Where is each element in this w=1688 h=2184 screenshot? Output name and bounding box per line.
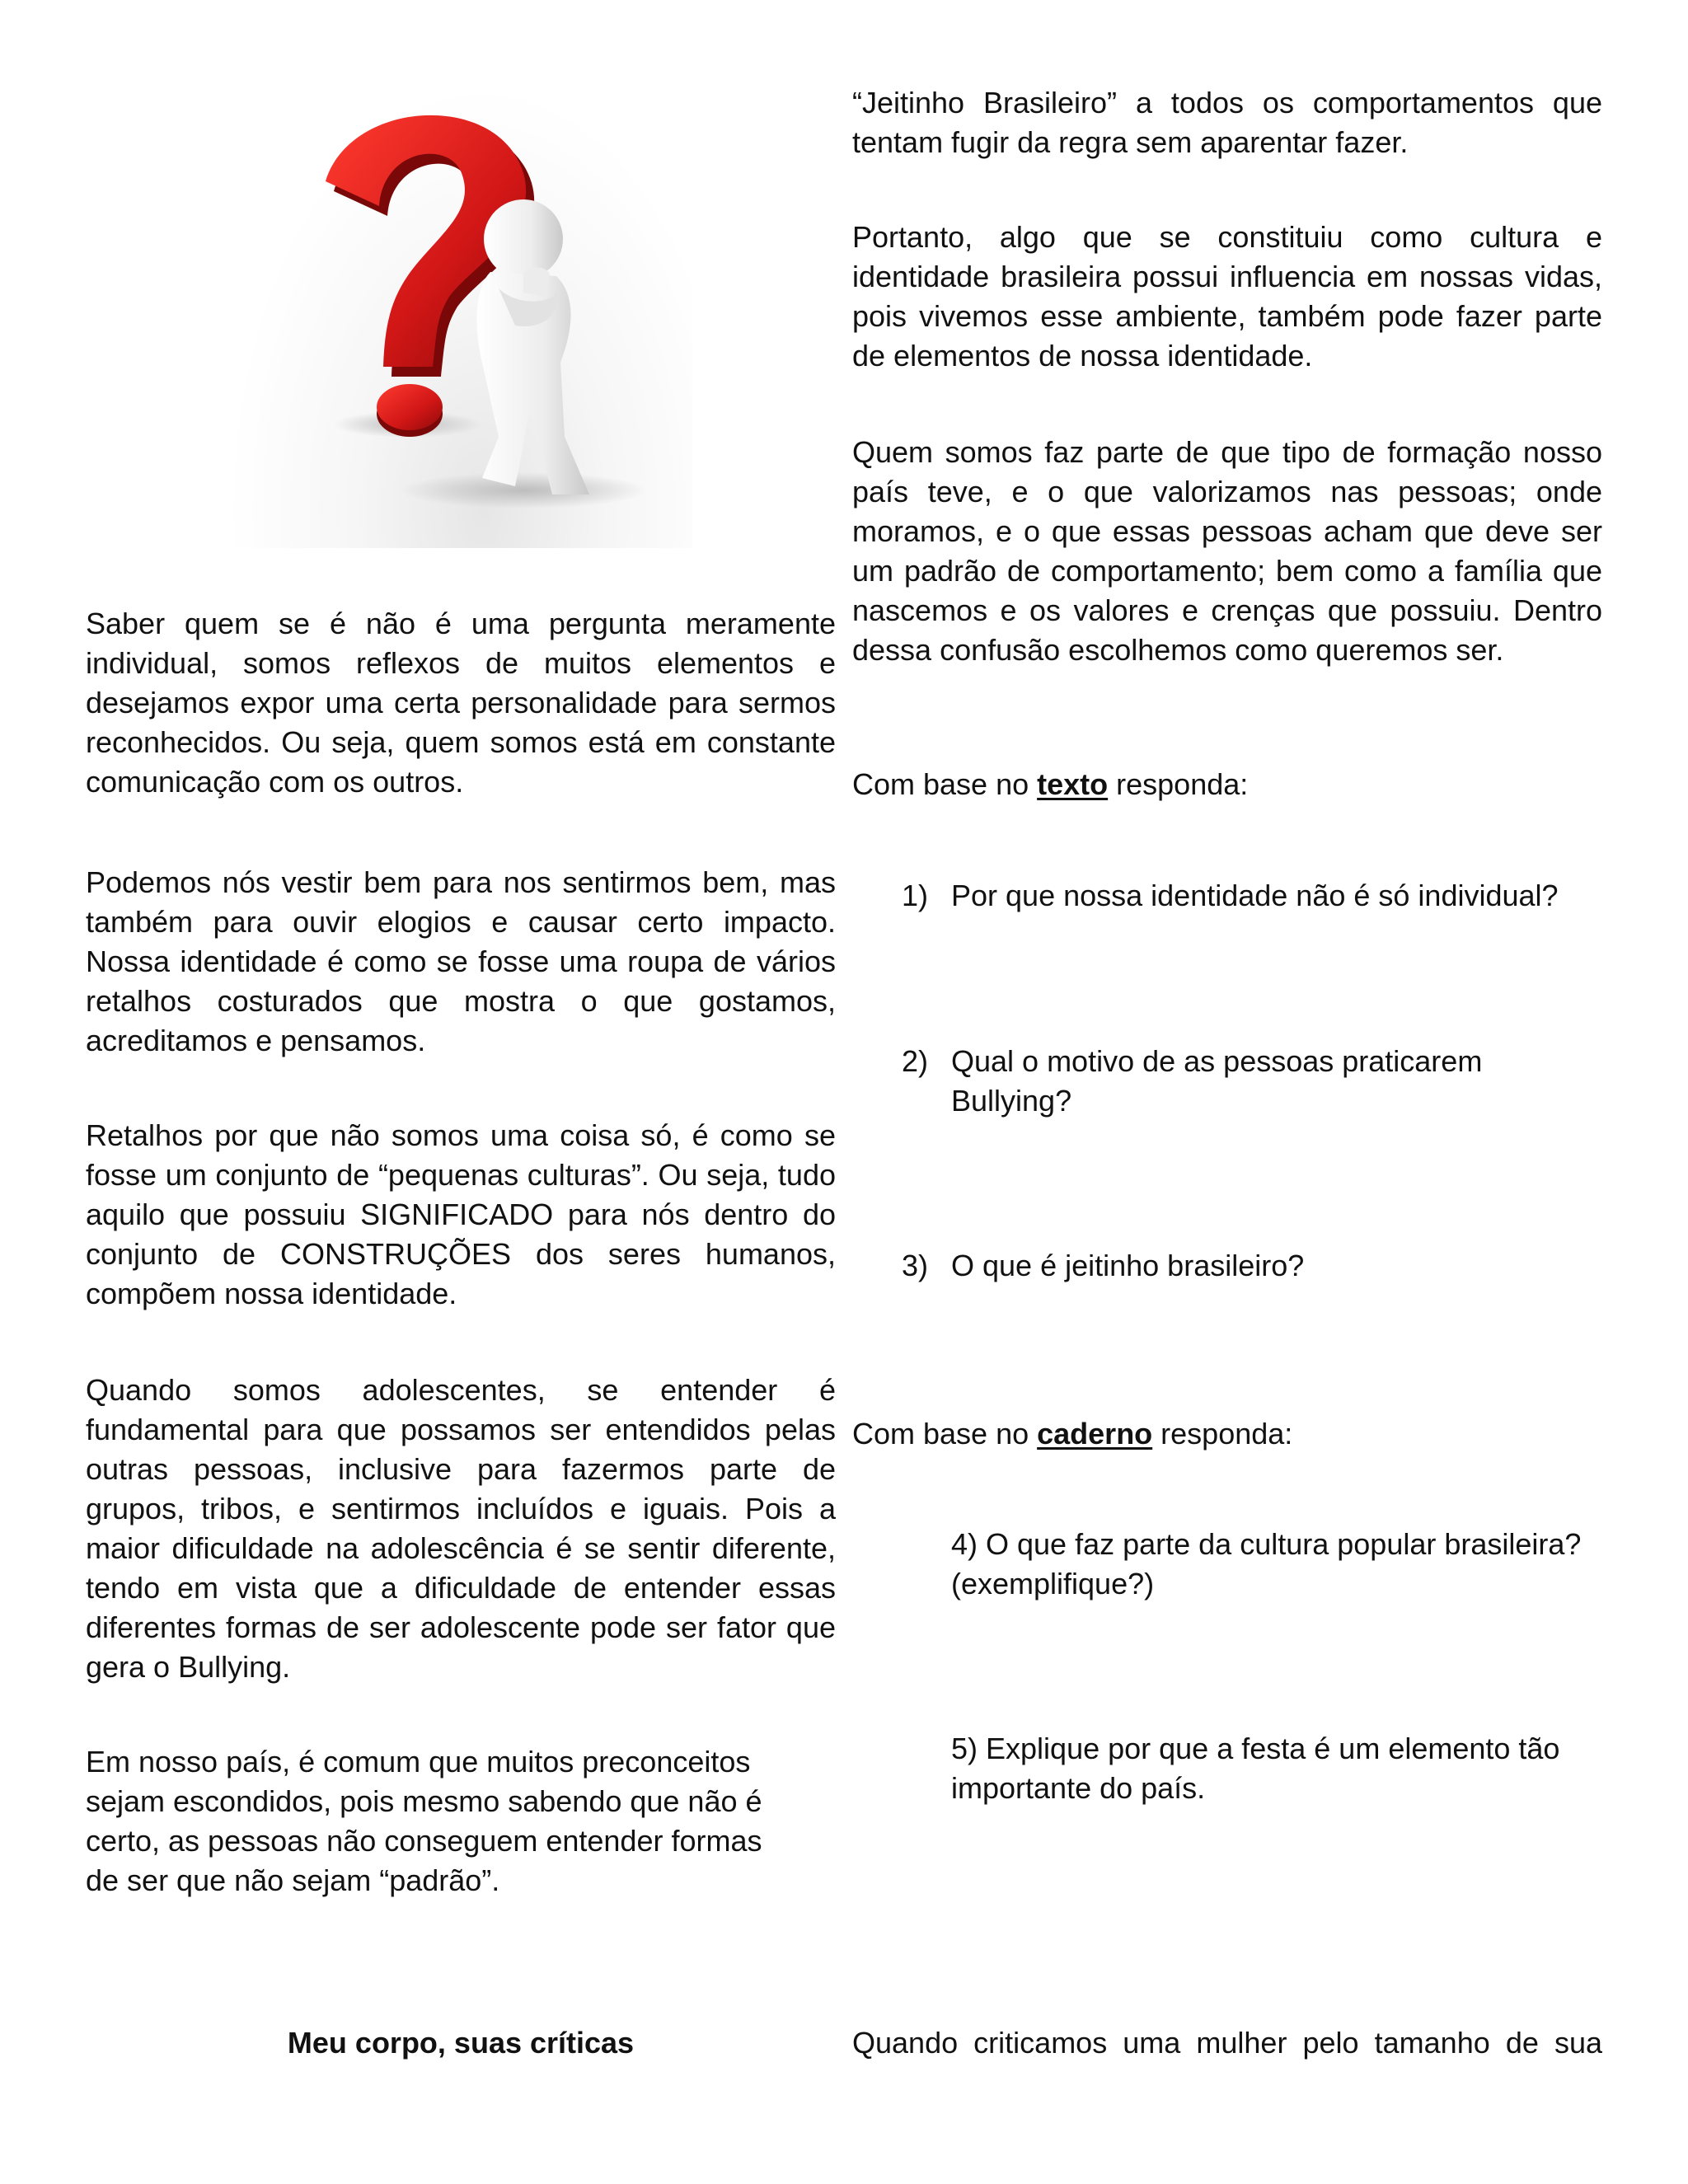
section-title: Meu corpo, suas críticas (287, 2026, 635, 2060)
paragraph-cultura: Portanto, algo que se constituiu como cultura e identidade brasileira possui influencia em nossas vidas, pois vivemos esse ambiente, também pode fazer parte de elementos de nossa identidade. (852, 220, 1602, 373)
paragraph-clothing: Podemos nós vestir bem para nos sentirmos bem, mas também para ouvir elogios e causar certo impacto. Nossa identidade é como se fosse uma roupa de vários retalhos costurados que mostra o que gostamos, acreditamos e pensamos. (86, 865, 836, 1057)
paragraph-quem-somos: Quem somos faz parte de que tipo de formação nosso país teve, e o que valorizamos nas pessoas; onde moramos, e o que essas pessoas acham que deve ser um padrão de comportamento; bem como a família que nascemos e os valores e crenças que possuiu. Dentro dessa confusão escolhemos como queremos ser. (852, 435, 1602, 667)
question-mark-illustration (227, 82, 692, 548)
paragraph-patchwork: Retalhos por que não somos uma coisa só, é como se fosse um conjunto de “pequenas culturas”. Ou seja, tudo aquilo que possuiu SIGNIFICADO para nós dentro do conjunto de CONSTRUÇÕES dos seres humanos, compõem nossa identidade. (86, 1118, 836, 1310)
paragraph-jeitinho: “Jeitinho Brasileiro” a todos os comportamentos que tentam fugir da regra sem aparentar fazer. (852, 86, 1602, 159)
question-mark-figure-icon (227, 82, 692, 548)
prompt-texto: Com base no texto responda: (852, 767, 1249, 801)
paragraph-adolescence: Quando somos adolescentes, se entender é fundamental para que possamos ser entendidos pelas outras pessoas, inclusive para fazermos parte de grupos, tribos, e sentirmos incluídos e iguais. Pois a maior dificuldade na adolescência é se sentir diferente, tendo em vista que a dificuldade de entender essas diferentes formas de ser adolescente pode ser fator que gera o Bullying. (86, 1373, 836, 1684)
emphasis-texto: texto (1037, 767, 1109, 801)
emphasis-caderno: caderno (1037, 1417, 1153, 1451)
paragraph-bottom: Quando criticamos uma mulher pelo tamanho de sua (852, 2026, 1602, 2060)
prompt-caderno: Com base no caderno responda: (852, 1417, 1293, 1451)
paragraph-prejudice: Em nosso país, é comum que muitos preconceitos sejam escondidos, pois mesmo sabendo que não é certo, as pessoas não conseguem entender formas de ser que não sejam “padrão”. (86, 1745, 762, 1897)
paragraph-identity-intro: Saber quem se é não é uma pergunta meramente individual, somos reflexos de muitos elementos e desejamos expor uma certa personalidade para sermos reconhecidos. Ou seja, quem somos está em constante comunicação com os outros. (86, 607, 836, 799)
